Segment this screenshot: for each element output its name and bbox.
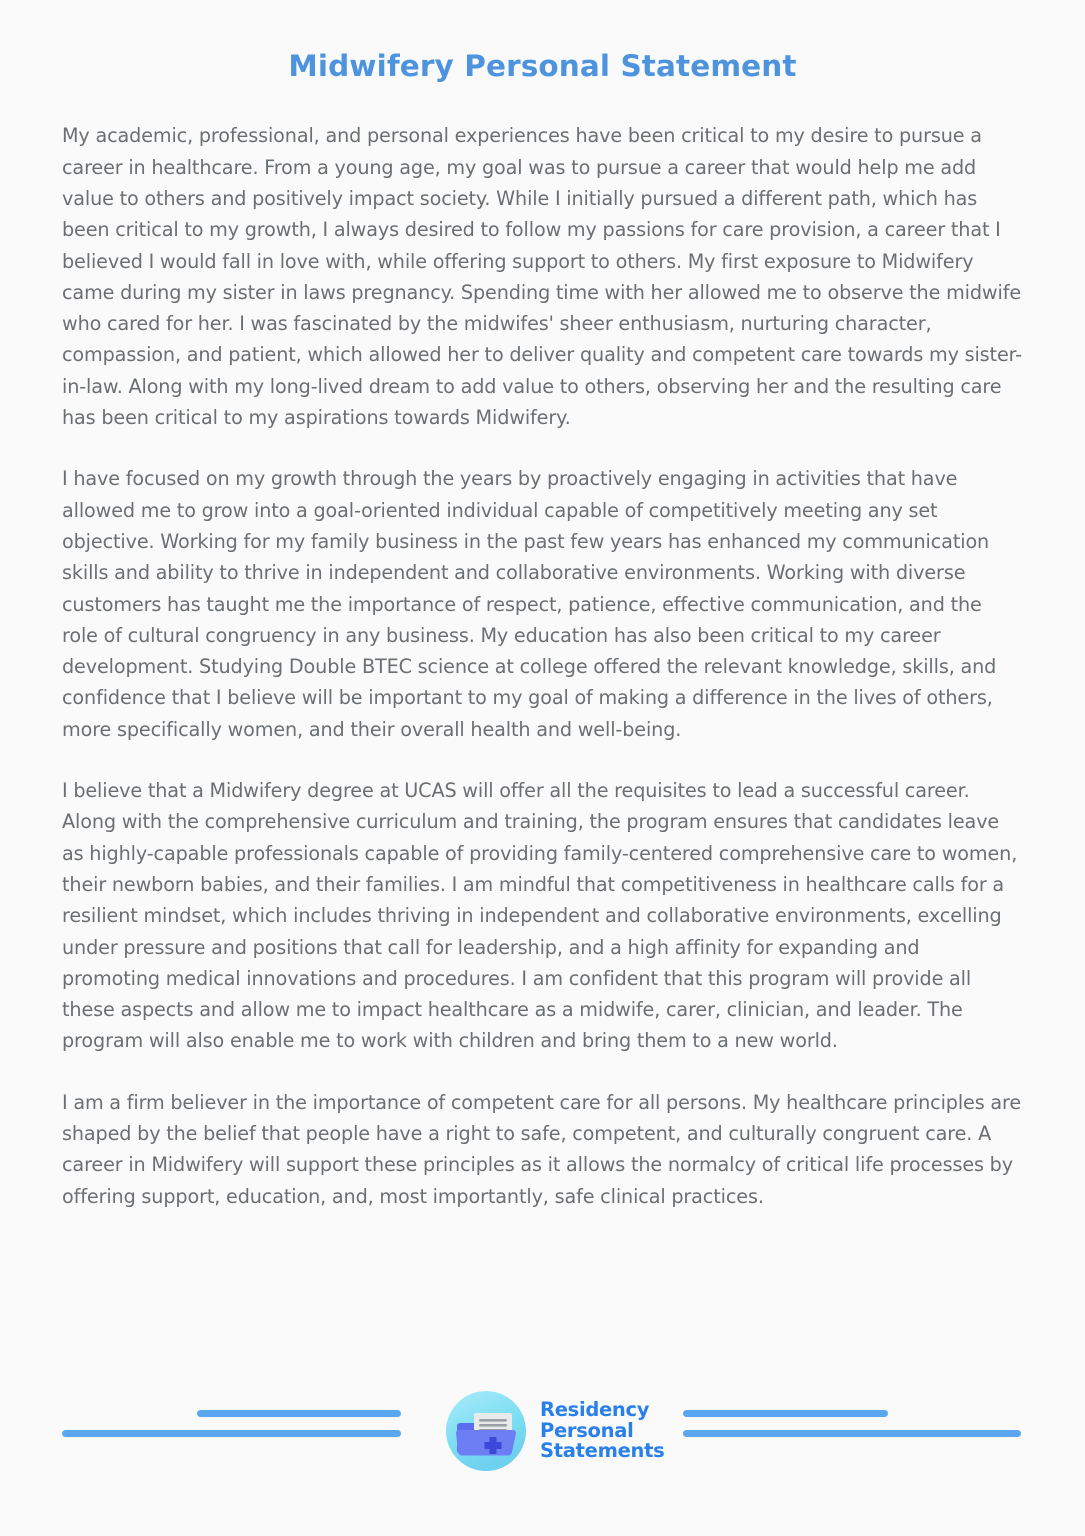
brand-line-2: Personal (540, 1418, 634, 1442)
footer-rule-left-top (197, 1410, 401, 1417)
page-title: Midwifery Personal Statement (288, 49, 797, 83)
brand-line-1: Residency (540, 1397, 650, 1421)
footer-rule-left-bottom (62, 1430, 401, 1437)
medical-folder-badge-icon (443, 1388, 529, 1474)
paragraph-3: I believe that a Midwifery degree at UCAS will offer all the requisites to lead a successful career. Along with the comprehensive curriculum and training, the program ensures that candidates leave as highly-capable professionals capable of providing family-centered comprehensive care to women, their newborn babies, and their families. I am mindful that competitiveness in healthcare calls for a resilient mindset, which includes thriving in independent and collaborative environments, excelling under pressure and positions that call for leadership, and a high affinity for expanding and promoting medical innovations and procedures. I am confident that this program will provide all these aspects and allow me to impact healthcare as a midwife, carer, clinician, and leader. The program will also enable me to work with children and bring them to a new world. (62, 779, 1018, 1053)
brand-logo (443, 1388, 664, 1474)
brand-logo-text (540, 1397, 665, 1463)
footer-rule-right-top (683, 1410, 888, 1417)
page-footer (0, 1382, 1085, 1492)
paragraph-4: I am a firm believer in the importance of competent care for all persons. My healthcare principles are shaped by the belief that people have a right to safe, competent, and culturally congruent care. A career in Midwifery will support these principles as it allows the normalcy of critical life processes by offering support, education, and, most importantly, safe clinical practices. (62, 1090, 1022, 1208)
brand-line-3: Statements (540, 1439, 665, 1463)
statement-body (0, 84, 1085, 1212)
footer-rule-right-bottom (683, 1430, 1021, 1437)
paragraph-2: I have focused on my growth through the years by proactively engaging in activities that have allowed me to grow into a goal-oriented individual capable of competitively meeting any set objective. Working for my family business in the past few years has enhanced my communication skills and ability to thrive in independent and collaborative environments. Working with diverse customers has taught me the importance of respect, patience, effective communication, and the role of cultural congruency in any business. My education has also been critical to my career development. Studying Double BTEC science at college offered the relevant knowledge, skills, and confidence that I believe will be important to my goal of making a difference in the lives of others, more specifically women, and their overall health and well-being. (62, 467, 997, 741)
paragraph-1: My academic, professional, and personal experiences have been critical to my desire to pursue a career in healthcare. From a young age, my goal was to pursue a career that would help me add value to others and positively impact society. While I initially pursued a different path, which has been critical to my growth, I always desired to follow my passions for care provision, a career that I believed I would fall in love with, while offering support to others. My first exposure to Midwifery came during my sister in laws pregnancy. Spending time with her allowed me to observe the midwife who cared for her. I was fascinated by the midwifes' sheer enthusiasm, nurturing character, compassion, and patient, which allowed her to deliver quality and competent care towards my sister-in-law. Along with my long-lived dream to add value to others, observing her and the resulting care has been critical to my aspirations towards Midwifery. (62, 124, 1022, 430)
